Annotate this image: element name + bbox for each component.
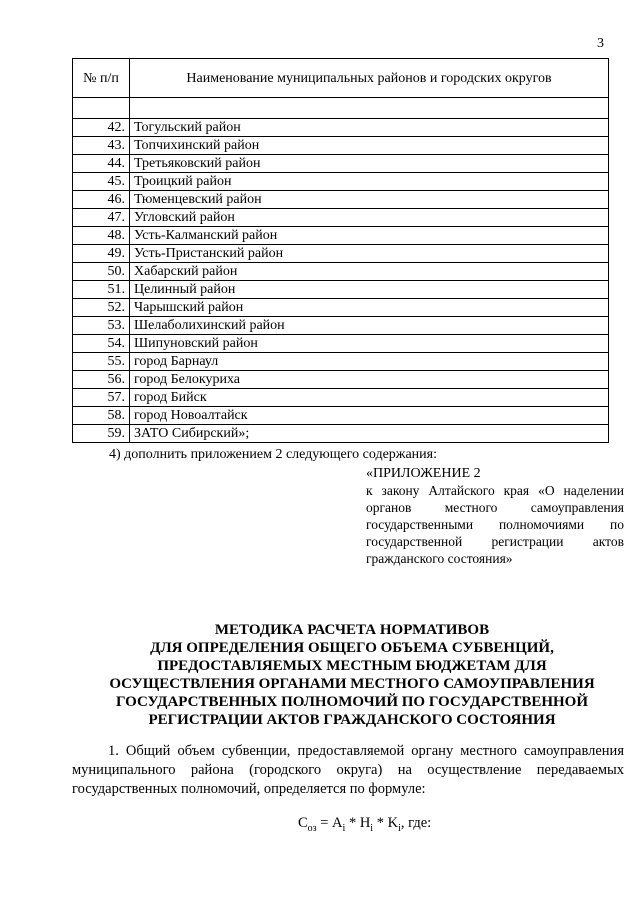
table-row <box>73 353 609 371</box>
table-row <box>73 389 609 407</box>
district-name: Троицкий район <box>130 173 609 191</box>
table-row <box>73 407 609 425</box>
formula-mul1: * H <box>345 815 371 831</box>
table-row <box>73 209 609 227</box>
row-number: 48. <box>73 227 130 245</box>
formula-h-subscript: i <box>370 822 374 834</box>
formula-eq: = A <box>316 815 343 831</box>
district-name: Тогульский район <box>130 119 609 137</box>
table-body <box>73 98 609 443</box>
row-number: 47. <box>73 209 130 227</box>
formula <box>298 815 431 834</box>
district-name: Шелаболихинский район <box>130 317 609 335</box>
row-number: 53. <box>73 317 130 335</box>
appendix-header <box>366 465 624 567</box>
table-row <box>73 425 609 443</box>
district-name: город Новоалтайск <box>130 407 609 425</box>
table-row <box>73 191 609 209</box>
district-name: Тюменцевский район <box>130 191 609 209</box>
title-line: ОСУЩЕСТВЛЕНИЯ ОРГАНАМИ МЕСТНОГО САМОУПРАВЛЕНИЯ <box>109 676 595 692</box>
districts-table <box>72 58 609 443</box>
formula-tail: , где: <box>400 815 432 831</box>
row-number: 49. <box>73 245 130 263</box>
formula-lhs: С <box>298 815 308 831</box>
column-header-number: № п/п <box>73 59 130 98</box>
paragraph-4: 4) дополнить приложением 2 следующего содержания: <box>109 447 437 462</box>
row-number: 46. <box>73 191 130 209</box>
table-row <box>73 281 609 299</box>
page-number: 3 <box>597 36 604 51</box>
row-number: 55. <box>73 353 130 371</box>
row-number: 56. <box>73 371 130 389</box>
title-line: ПРЕДОСТАВЛЯЕМЫХ МЕСТНЫМ БЮДЖЕТАМ ДЛЯ <box>157 658 547 674</box>
table-header-row <box>73 59 609 98</box>
title-line: ГОСУДАРСТВЕННЫХ ПОЛНОМОЧИЙ ПО ГОСУДАРСТВЕННОЙ <box>115 694 589 710</box>
table-row <box>73 299 609 317</box>
district-name: город Бийск <box>130 389 609 407</box>
district-name: город Барнаул <box>130 353 609 371</box>
formula-k-subscript: i <box>398 822 401 834</box>
table-row <box>73 317 609 335</box>
table-row <box>73 263 609 281</box>
appendix-reference: к закону Алтайского края «О наделении органов местного самоуправления государственными полномочиями по государственной регистрации актов гражданского состояния» <box>366 483 624 566</box>
table-row <box>73 155 609 173</box>
table-row <box>73 173 609 191</box>
table-row <box>73 335 609 353</box>
district-name: Третьяковский район <box>130 155 609 173</box>
formula-lhs-subscript: оз <box>307 822 317 834</box>
row-number: 59. <box>73 425 130 443</box>
table-row <box>73 137 609 155</box>
methodology-title <box>72 621 632 729</box>
table-row <box>73 371 609 389</box>
formula-mul2: * K <box>373 815 399 831</box>
row-number: 42. <box>73 119 130 137</box>
district-name: Усть-Калманский район <box>130 227 609 245</box>
row-number: 44. <box>73 155 130 173</box>
table-spacer-row <box>73 98 609 119</box>
district-name: Шипуновский район <box>130 335 609 353</box>
district-name: Чарышский район <box>130 299 609 317</box>
row-number: 58. <box>73 407 130 425</box>
title-line: МЕТОДИКА РАСЧЕТА НОРМАТИВОВ <box>214 622 490 638</box>
row-number: 50. <box>73 263 130 281</box>
appendix-title: «ПРИЛОЖЕНИЕ 2 <box>366 466 481 481</box>
column-header-name: Наименование муниципальных районов и городских округов <box>130 59 609 98</box>
district-name: Усть-Пристанский район <box>130 245 609 263</box>
table-row <box>73 119 609 137</box>
formula-a-subscript: i <box>342 822 346 834</box>
row-number: 51. <box>73 281 130 299</box>
row-number: 43. <box>73 137 130 155</box>
paragraph-1: 1. Общий объем субвенции, предоставляемой органу местного самоуправления муниципального района (городского округа) на осуществление передаваемых государственных полномочий, определяется по формуле: <box>72 743 624 797</box>
district-name: Целинный район <box>130 281 609 299</box>
title-line: ДЛЯ ОПРЕДЕЛЕНИЯ ОБЩЕГО ОБЪЕМА СУБВЕНЦИЙ, <box>150 640 554 656</box>
district-name: Топчихинский район <box>130 137 609 155</box>
district-name: город Белокуриха <box>130 371 609 389</box>
row-number: 52. <box>73 299 130 317</box>
district-name: Угловский район <box>130 209 609 227</box>
row-number: 57. <box>73 389 130 407</box>
district-name: ЗАТО Сибирский»; <box>130 425 609 443</box>
row-number: 54. <box>73 335 130 353</box>
table-row <box>73 227 609 245</box>
row-number: 45. <box>73 173 130 191</box>
district-name: Хабарский район <box>130 263 609 281</box>
title-line: РЕГИСТРАЦИИ АКТОВ ГРАЖДАНСКОГО СОСТОЯНИЯ <box>148 712 556 728</box>
table-row <box>73 245 609 263</box>
